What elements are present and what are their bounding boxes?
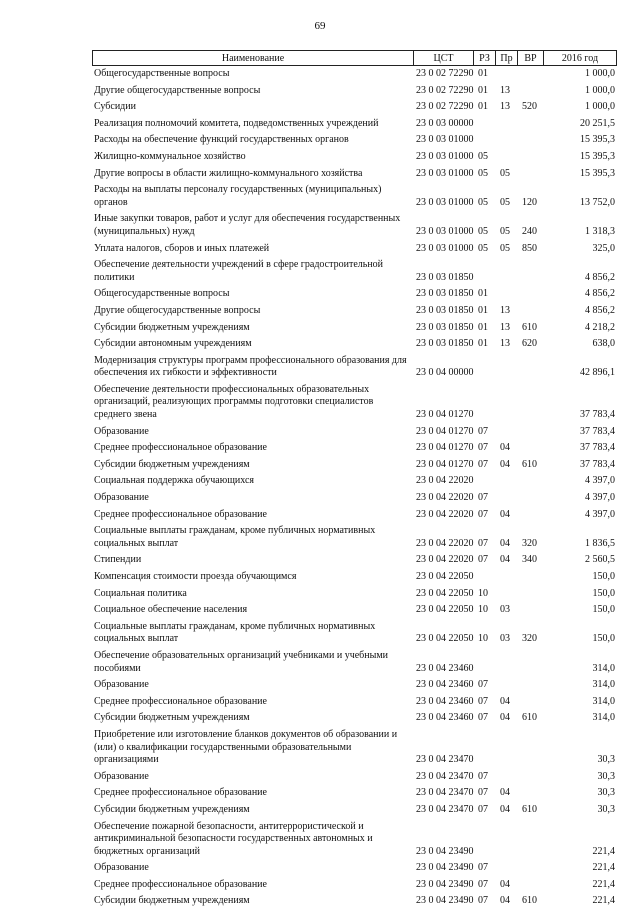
row-name-cell: Образование	[94, 425, 149, 437]
row-amount-cell: 314,0	[592, 679, 615, 691]
row-rz-cell: 07	[478, 770, 488, 782]
row-rz-cell	[474, 569, 496, 586]
row-vr-cell: 610	[522, 895, 537, 907]
row-rz-cell: 07	[478, 878, 488, 890]
row-name-cell: Расходы на выплаты персоналу государственных (муниципальных) органов	[94, 184, 382, 208]
row-cst-cell: 23 0 03 01850	[416, 304, 474, 316]
row-rz-cell: 05	[478, 225, 488, 237]
row-name-cell: Среднее профессиональное образование	[94, 508, 267, 520]
row-amount-cell: 37 783,4	[580, 409, 615, 421]
row-name-cell: Социальное обеспечение населения	[94, 604, 248, 616]
row-amount-cell: 15 395,3	[580, 150, 615, 162]
row-amount-cell: 4 397,0	[585, 508, 615, 520]
row-vr-cell	[518, 507, 544, 524]
row-rz-cell: 07	[478, 695, 488, 707]
row-amount-cell: 1 836,5	[585, 537, 615, 549]
row-vr-cell: 520	[522, 101, 537, 113]
row-name-cell: Субсидии бюджетным учреждениям	[94, 321, 250, 333]
row-vr-cell	[518, 303, 544, 320]
row-rz-cell: 07	[478, 787, 488, 799]
row-name-cell: Другие общегосударственные вопросы	[94, 84, 261, 96]
row-pr-cell: 04	[500, 554, 510, 566]
row-cst-cell: 23 0 04 22020	[416, 492, 474, 504]
row-cst-cell: 23 0 04 23490	[416, 845, 474, 857]
row-cst-cell: 23 0 03 00000	[416, 117, 474, 129]
row-cst-cell: 23 0 04 22050	[416, 587, 474, 599]
row-name-cell: Субсидии автономным учреждениям	[94, 338, 252, 350]
row-amount-cell: 4 218,2	[585, 321, 615, 333]
row-vr-cell	[518, 877, 544, 894]
row-name-cell: Образование	[94, 492, 149, 504]
row-vr-cell	[518, 694, 544, 711]
row-rz-cell: 07	[478, 492, 488, 504]
row-pr-cell: 05	[500, 242, 510, 254]
row-amount-cell: 1 318,3	[585, 225, 615, 237]
row-pr-cell	[496, 473, 518, 490]
row-pr-cell: 04	[500, 695, 510, 707]
row-cst-cell: 23 0 03 01850	[416, 271, 474, 283]
row-pr-cell: 13	[500, 84, 510, 96]
row-amount-cell: 42 896,1	[580, 367, 615, 379]
row-amount-cell: 325,0	[592, 242, 615, 254]
row-name-cell: Компенсация стоимости проезда обучающимся	[94, 571, 297, 582]
row-cst-cell: 23 0 04 23460	[416, 712, 474, 724]
row-rz-cell: 05	[478, 196, 488, 208]
row-pr-cell: 04	[500, 787, 510, 799]
row-rz-cell	[474, 353, 496, 382]
row-cst-cell: 23 0 02 72290	[416, 68, 474, 79]
row-amount-cell: 4 856,2	[585, 304, 615, 316]
row-pr-cell	[496, 149, 518, 166]
row-name-cell: Обеспечение пожарной безопасности, антитеррористической и антикриминальной безопасности государственных автономных и бюджетных организаций	[94, 820, 373, 857]
row-cst-cell: 23 0 04 23470	[416, 803, 474, 815]
row-name-cell: Стипендии	[94, 554, 142, 566]
header-rz: РЗ	[474, 50, 496, 66]
row-vr-cell: 340	[522, 554, 537, 566]
row-cst-cell: 23 0 04 00000	[416, 367, 474, 379]
header-name: Наименование	[92, 50, 414, 66]
row-rz-cell: 07	[478, 458, 488, 470]
row-vr-cell	[518, 149, 544, 166]
row-vr-cell	[518, 586, 544, 603]
page-number: 69	[314, 20, 326, 32]
row-pr-cell: 03	[500, 604, 510, 616]
row-name-cell: Модернизация структуры программ профессионального образования для обеспечения их гибкости и эффективности	[94, 354, 407, 379]
row-vr-cell	[518, 602, 544, 619]
row-rz-cell: 05	[478, 242, 488, 254]
row-amount-cell: 20 251,5	[580, 117, 615, 129]
row-vr-cell	[518, 677, 544, 694]
row-cst-cell: 23 0 02 72290	[416, 84, 474, 96]
row-cst-cell: 23 0 04 23490	[416, 862, 474, 874]
row-rz-cell	[474, 473, 496, 490]
row-cst-cell: 23 0 04 23470	[416, 787, 474, 799]
row-amount-cell: 15 395,3	[580, 167, 615, 179]
row-name-cell: Социальная поддержка обучающихся	[94, 475, 255, 487]
row-pr-cell: 04	[500, 458, 510, 470]
row-vr-cell	[518, 286, 544, 303]
row-pr-cell: 13	[500, 338, 510, 350]
row-vr-cell	[518, 490, 544, 507]
row-amount-cell: 221,4	[592, 862, 615, 874]
row-name-cell: Реализация полномочий комитета, подведомственных учреждений	[94, 117, 379, 129]
row-name-cell: Субсидии бюджетным учреждениям	[94, 712, 250, 724]
row-name-cell: Обеспечение образовательных организаций учебниками и учебными пособиями	[94, 649, 388, 674]
row-amount-cell: 4 397,0	[585, 475, 615, 487]
row-name-cell: Социальные выплаты гражданам, кроме публичных нормативных социальных выплат	[94, 620, 376, 645]
row-rz-cell: 07	[478, 895, 488, 907]
row-pr-cell: 04	[500, 508, 510, 520]
row-rz-cell: 01	[478, 68, 488, 79]
row-amount-cell: 2 560,5	[585, 554, 615, 566]
row-name-cell: Социальные выплаты гражданам, кроме публичных нормативных социальных выплат	[94, 525, 376, 549]
row-rz-cell	[474, 257, 496, 286]
header-amount: 2016 год	[544, 50, 617, 66]
row-pr-cell	[496, 819, 518, 861]
row-rz-cell: 07	[478, 712, 488, 724]
row-amount-cell: 4 856,2	[585, 271, 615, 283]
row-vr-cell	[518, 727, 544, 769]
row-rz-cell: 01	[478, 321, 488, 333]
row-cst-cell: 23 0 04 23460	[416, 679, 474, 691]
row-rz-cell: 07	[478, 537, 488, 549]
row-rz-cell	[474, 132, 496, 149]
row-rz-cell: 01	[478, 288, 488, 300]
row-name-cell: Другие вопросы в области жилищно-коммунального хозяйства	[94, 167, 363, 179]
row-name-cell: Среднее профессиональное образование	[94, 695, 267, 707]
row-cst-cell: 23 0 02 72290	[416, 101, 474, 113]
row-name-cell: Расходы на обеспечение функций государственных органов	[94, 134, 349, 146]
row-cst-cell: 23 0 03 01000	[416, 196, 474, 208]
row-pr-cell	[496, 353, 518, 382]
row-pr-cell	[496, 490, 518, 507]
row-pr-cell	[496, 424, 518, 441]
row-vr-cell: 610	[522, 321, 537, 333]
row-cst-cell: 23 0 04 01270	[416, 458, 474, 470]
row-rz-cell: 10	[478, 633, 488, 645]
row-name-cell: Субсидии бюджетным учреждениям	[94, 895, 250, 907]
row-cst-cell: 23 0 04 01270	[416, 409, 474, 421]
row-pr-cell	[496, 116, 518, 133]
row-pr-cell	[496, 860, 518, 877]
row-amount-cell: 15 395,3	[580, 134, 615, 146]
row-name-cell: Среднее профессиональное образование	[94, 787, 267, 799]
row-vr-cell: 850	[522, 242, 537, 254]
row-amount-cell: 314,0	[592, 662, 615, 674]
row-cst-cell: 23 0 04 23470	[416, 754, 474, 766]
row-pr-cell: 05	[500, 225, 510, 237]
row-rz-cell: 01	[478, 84, 488, 96]
row-name-cell: Образование	[94, 770, 149, 782]
row-rz-cell: 10	[478, 587, 488, 599]
row-vr-cell: 240	[522, 225, 537, 237]
row-name-cell: Другие общегосударственные вопросы	[94, 304, 261, 316]
row-rz-cell: 01	[478, 338, 488, 350]
row-vr-cell	[518, 819, 544, 861]
row-cst-cell: 23 0 03 01000	[416, 167, 474, 179]
row-vr-cell	[518, 569, 544, 586]
row-pr-cell	[496, 586, 518, 603]
row-pr-cell	[496, 382, 518, 424]
row-amount-cell: 1 000,0	[585, 84, 615, 96]
row-name-cell: Субсидии	[94, 101, 136, 113]
row-cst-cell: 23 0 03 01000	[416, 225, 474, 237]
row-name-cell: Жилищно-коммунальное хозяйство	[94, 150, 246, 162]
row-cst-cell: 23 0 03 01850	[416, 338, 474, 350]
row-cst-cell: 23 0 04 23490	[416, 878, 474, 890]
row-pr-cell: 13	[500, 101, 510, 113]
row-vr-cell	[518, 166, 544, 183]
row-pr-cell: 04	[500, 895, 510, 907]
header-cst: ЦСТ	[414, 50, 474, 66]
row-pr-cell: 03	[500, 633, 510, 645]
row-vr-cell	[518, 353, 544, 382]
row-amount-cell: 30,3	[597, 770, 615, 782]
row-vr-cell: 320	[522, 537, 537, 549]
row-cst-cell: 23 0 03 01850	[416, 288, 474, 300]
row-amount-cell: 37 783,4	[580, 458, 615, 470]
row-pr-cell: 13	[500, 321, 510, 333]
row-rz-cell: 01	[478, 304, 488, 316]
row-cst-cell: 23 0 04 23460	[416, 695, 474, 707]
row-rz-cell	[474, 382, 496, 424]
row-pr-cell: 04	[500, 712, 510, 724]
row-cst-cell: 23 0 04 01270	[416, 425, 474, 437]
row-pr-cell: 04	[500, 878, 510, 890]
row-pr-cell: 04	[500, 537, 510, 549]
row-rz-cell: 05	[478, 167, 488, 179]
row-rz-cell	[474, 648, 496, 677]
row-cst-cell: 23 0 04 23460	[416, 662, 474, 674]
row-vr-cell: 610	[522, 712, 537, 724]
row-vr-cell: 120	[522, 196, 537, 208]
row-pr-cell: 13	[500, 304, 510, 316]
row-name-cell: Субсидии бюджетным учреждениям	[94, 803, 250, 815]
row-amount-cell: 221,4	[592, 878, 615, 890]
row-vr-cell	[518, 116, 544, 133]
row-vr-cell: 610	[522, 803, 537, 815]
row-cst-cell: 23 0 03 01000	[416, 150, 474, 162]
row-pr-cell	[496, 286, 518, 303]
row-vr-cell	[518, 257, 544, 286]
row-cst-cell: 23 0 04 22020	[416, 537, 474, 549]
row-amount-cell: 150,0	[592, 587, 615, 599]
row-rz-cell: 07	[478, 442, 488, 454]
row-name-cell: Обеспечение деятельности учреждений в сфере градостроительной политики	[94, 259, 384, 283]
row-amount-cell: 314,0	[592, 695, 615, 707]
row-vr-cell: 610	[522, 458, 537, 470]
row-pr-cell	[496, 648, 518, 677]
row-name-cell: Обеспечение деятельности профессиональных образовательных организаций, реализующих программы подготовки специалистов среднего звена	[94, 383, 374, 421]
row-vr-cell	[518, 860, 544, 877]
row-name-cell: Уплата налогов, сборов и иных платежей	[94, 242, 270, 254]
row-pr-cell	[496, 769, 518, 786]
row-vr-cell	[518, 440, 544, 457]
row-vr-cell	[518, 66, 544, 83]
row-name-cell: Общегосударственные вопросы	[94, 68, 230, 79]
row-cst-cell: 23 0 03 01000	[416, 242, 474, 254]
row-rz-cell: 07	[478, 425, 488, 437]
row-amount-cell: 638,0	[592, 338, 615, 350]
row-name-cell: Образование	[94, 679, 149, 691]
row-cst-cell: 23 0 03 01000	[416, 134, 474, 146]
row-amount-cell: 150,0	[592, 633, 615, 645]
row-rz-cell: 07	[478, 679, 488, 691]
row-pr-cell: 04	[500, 803, 510, 815]
row-pr-cell: 05	[500, 167, 510, 179]
row-pr-cell	[496, 257, 518, 286]
row-vr-cell: 320	[522, 633, 537, 645]
row-name-cell: Социальная политика	[94, 587, 187, 599]
row-amount-cell: 37 783,4	[580, 442, 615, 454]
row-amount-cell: 1 000,0	[585, 68, 615, 79]
row-amount-cell: 221,4	[592, 845, 615, 857]
row-rz-cell	[474, 116, 496, 133]
row-amount-cell: 314,0	[592, 712, 615, 724]
row-vr-cell	[518, 473, 544, 490]
row-cst-cell: 23 0 04 22020	[416, 508, 474, 520]
row-cst-cell: 23 0 04 22050	[416, 604, 474, 616]
row-pr-cell	[496, 66, 518, 83]
row-amount-cell: 150,0	[592, 604, 615, 616]
row-amount-cell: 4 397,0	[585, 492, 615, 504]
row-amount-cell: 13 752,0	[580, 196, 615, 208]
row-rz-cell: 10	[478, 604, 488, 616]
row-cst-cell: 23 0 04 22020	[416, 475, 474, 487]
row-cst-cell: 23 0 04 01270	[416, 442, 474, 454]
row-vr-cell	[518, 648, 544, 677]
row-cst-cell: 23 0 04 23490	[416, 895, 474, 907]
row-cst-cell: 23 0 04 22050	[416, 571, 474, 582]
row-rz-cell: 07	[478, 508, 488, 520]
row-vr-cell	[518, 424, 544, 441]
row-amount-cell: 30,3	[597, 803, 615, 815]
row-amount-cell: 30,3	[597, 787, 615, 799]
row-name-cell: Среднее профессиональное образование	[94, 878, 267, 890]
row-amount-cell: 4 856,2	[585, 288, 615, 300]
row-vr-cell	[518, 132, 544, 149]
row-vr-cell: 620	[522, 338, 537, 350]
row-rz-cell: 07	[478, 554, 488, 566]
header-pr: Пр	[496, 50, 518, 66]
row-cst-cell: 23 0 03 01850	[416, 321, 474, 333]
row-pr-cell	[496, 132, 518, 149]
row-pr-cell: 04	[500, 442, 510, 454]
row-vr-cell	[518, 785, 544, 802]
row-rz-cell	[474, 727, 496, 769]
budget-table	[92, 50, 617, 910]
row-vr-cell	[518, 83, 544, 100]
row-rz-cell: 07	[478, 803, 488, 815]
row-rz-cell: 05	[478, 150, 488, 162]
row-name-cell: Среднее профессиональное образование	[94, 442, 267, 454]
row-name-cell: Образование	[94, 862, 149, 874]
row-cst-cell: 23 0 04 23470	[416, 770, 474, 782]
row-name-cell: Иные закупки товаров, работ и услуг для обеспечения государственных (муниципальных) нужд	[94, 213, 401, 237]
row-amount-cell: 30,3	[597, 754, 615, 766]
row-rz-cell	[474, 819, 496, 861]
row-amount-cell: 221,4	[592, 895, 615, 907]
row-pr-cell	[496, 569, 518, 586]
row-pr-cell	[496, 677, 518, 694]
header-vr: ВР	[518, 50, 544, 66]
row-rz-cell: 01	[478, 101, 488, 113]
row-name-cell: Субсидии бюджетным учреждениям	[94, 458, 250, 470]
row-cst-cell: 23 0 04 22020	[416, 554, 474, 566]
row-pr-cell	[496, 727, 518, 769]
row-amount-cell: 37 783,4	[580, 425, 615, 437]
row-vr-cell	[518, 382, 544, 424]
row-name-cell: Приобретение или изготовление бланков документов об образовании и (или) о квалификации государственными образовательными организациями	[94, 728, 398, 766]
row-rz-cell: 07	[478, 862, 488, 874]
row-amount-cell: 1 000,0	[585, 101, 615, 113]
row-pr-cell: 05	[500, 196, 510, 208]
row-name-cell: Общегосударственные вопросы	[94, 288, 230, 300]
row-amount-cell: 150,0	[592, 571, 615, 582]
row-vr-cell	[518, 769, 544, 786]
row-cst-cell: 23 0 04 22050	[416, 633, 474, 645]
